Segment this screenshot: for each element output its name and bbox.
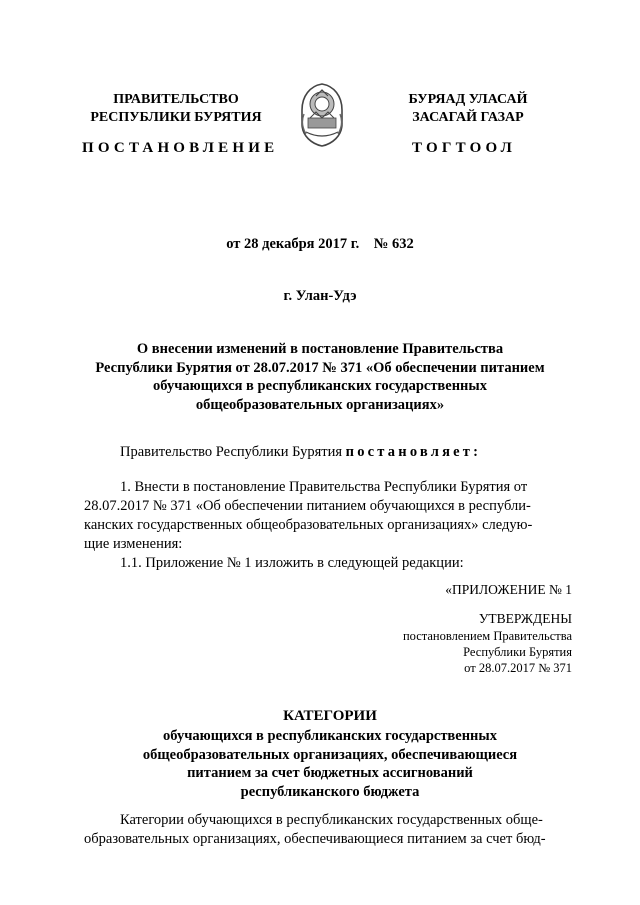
categories-sub-line: обучающихся в республиканских государственных [163, 728, 497, 744]
item-1-1: 1.1. Приложение № 1 изложить в следующей редакции: [120, 555, 464, 571]
approved-line: от 28.07.2017 № 371 [464, 661, 572, 675]
approved-line: Республики Бурятия [463, 645, 572, 659]
title-line: обучающихся в республиканских государственных [153, 378, 487, 394]
header-right-title: ТОГТООЛ [412, 140, 516, 156]
decree-prefix: Правительство Республики Бурятия [120, 444, 346, 460]
decree-line [120, 443, 481, 462]
header-left [82, 91, 270, 127]
categories-text [84, 811, 570, 849]
header-left-line1: ПРАВИТЕЛЬСТВО [113, 92, 239, 107]
date-number: от 28 декабря 2017 г. № 632 [226, 236, 414, 252]
title-line: Республики Бурятия от 28.07.2017 № 371 «Об обеспечении питанием [95, 359, 545, 376]
item-1-line: 28.07.2017 № 371 «Об обеспечении питанием обучающихся в республи- [84, 498, 531, 514]
city: г. Улан-Удэ [283, 288, 357, 304]
title-line: общеобразовательных организациях» [195, 396, 445, 413]
categories-sub-line: республиканского бюджета [240, 783, 420, 800]
coat-of-arms-icon [296, 80, 348, 148]
approved-heading: УТВЕРЖДЕНЫ [478, 611, 572, 626]
header-right-line2: ЗАСАГАЙ ГАЗАР [412, 110, 524, 125]
approved-line: постановлением Правительства [402, 629, 572, 643]
decree-word: постановляет: [345, 444, 482, 460]
categories-subheading [80, 727, 580, 801]
categories-heading: КАТЕГОРИИ [283, 708, 377, 724]
categories-sub-line: питанием за счет бюджетных ассигнований [187, 765, 473, 781]
categories-text-line: образовательных организациях, обеспечивающиеся питанием за счет бюд- [84, 831, 546, 847]
item-1-line: 1. Внести в постановление Правительства Республики Бурятия от [120, 479, 528, 495]
appendix-label: «ПРИЛОЖЕНИЕ № 1 [445, 582, 572, 597]
header-right [378, 91, 558, 127]
title-line: О внесении изменений в постановление Правительства [136, 341, 504, 357]
item-1-line: щие изменения: [84, 536, 183, 552]
item-1 [84, 478, 570, 554]
approved-block [403, 610, 572, 676]
categories-sub-line: общеобразовательных организациях, обеспечивающиеся [142, 746, 518, 763]
header-left-title: ПОСТАНОВЛЕНИЕ [82, 140, 279, 156]
header-left-line2: РЕСПУБЛИКИ БУРЯТИЯ [90, 110, 262, 125]
document-title [80, 340, 560, 414]
categories-text-line: Категории обучающихся в республиканских государственных обще- [120, 812, 543, 828]
item-1-line: канских государственных общеобразовательных организациях» следую- [84, 517, 533, 533]
header-right-line1: БУРЯАД УЛАСАЙ [408, 92, 528, 107]
